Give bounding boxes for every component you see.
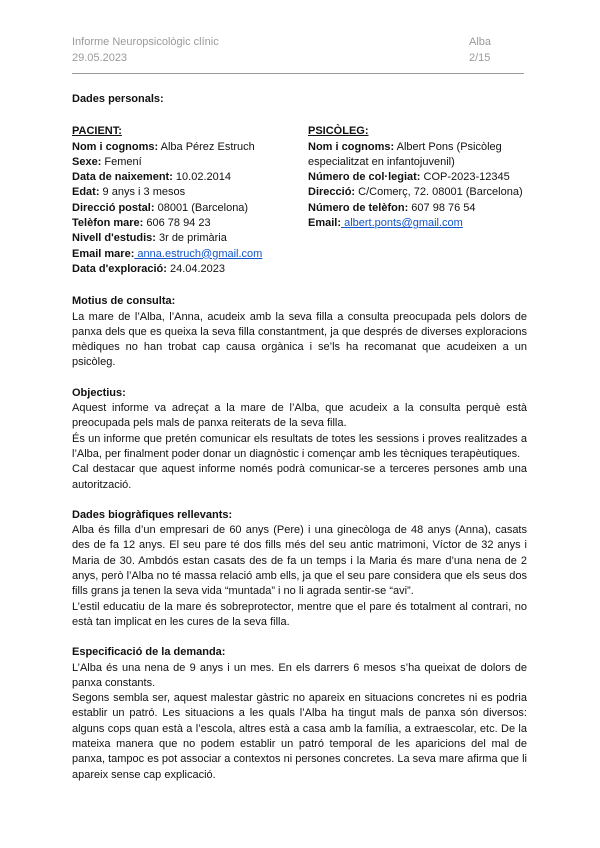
section-biographical-data bbox=[72, 508, 527, 630]
header-left bbox=[72, 34, 219, 66]
psychologist-field: Email: albert.ponts@gmail.com bbox=[308, 217, 463, 230]
section-title: Objectius: bbox=[72, 386, 126, 399]
section-paragraph: Alba és filla d’un empresari de 60 anys (Pere) i una ginecòloga de 48 anys (Anna), casats des de fa 12 anys. El seu pare té dos fills més del seu antic matrimoni, Víctor de 32 anys i Maria de 30. Ambdós estan casats des de fa un temps i la Maria és mare d’una nena de 2 anys, però l’Alba no té massa relació amb ells, ja que el seu pare considera que els seus dos fills grans ja tenen la seva vida “muntada” i no li agrada sentir-se “avi”. bbox=[72, 524, 527, 598]
patient-field: Direcció postal: 08001 (Barcelona) bbox=[72, 201, 249, 214]
psychologist-field: Número de col·legiat: COP-2023-12345 bbox=[308, 171, 510, 184]
psychologist-heading: PSICÒLEG: bbox=[308, 125, 369, 138]
patient-field: Telèfon mare: 606 78 94 23 bbox=[72, 217, 211, 230]
section-objectives bbox=[72, 386, 527, 493]
patient-field: Nom i cognoms: Alba Pérez Estruch bbox=[72, 140, 255, 153]
section-demand-specification bbox=[72, 645, 527, 783]
personal-data-heading: Dades personals: bbox=[72, 93, 164, 105]
section-paragraph: Segons sembla ser, aquest malestar gàstric no apareix en situacions concretes ni es podria establir un patró. Les situacions a les quals l’Alba ha tingut mals de panxa són diversos: alguns cops quan està a l’escola, altres està a casa amb la família, a extraescolar, etc. De la mateixa manera que no podem establir un patró temporal de les aparicions del mal de panxa, tampoc es pot associar a contextos ni persones concretes. La seva mare afirma que li apareix sense cap explicació. bbox=[72, 692, 527, 781]
psychologist-column bbox=[308, 124, 528, 231]
section-paragraph: És un informe que pretén comunicar els resultats de totes les sessions i proves realitzades a l’Alba, per finalment poder donar un diagnòstic i començar amb les tècniques terapèutiques. bbox=[72, 432, 527, 460]
page-number: 2/15 bbox=[469, 52, 491, 64]
patient-field: Data de naixement: 10.02.2014 bbox=[72, 171, 231, 184]
patient-field: Edat: 9 anys i 3 mesos bbox=[72, 186, 186, 199]
patient-heading: PACIENT: bbox=[72, 125, 122, 138]
patient-column bbox=[72, 124, 302, 277]
section-consultation-reasons bbox=[72, 294, 527, 370]
header-patient-name: Alba bbox=[469, 36, 492, 48]
header-divider bbox=[72, 73, 524, 74]
section-paragraph: L’estil educatiu de la mare és sobreprotector, mentre que el pare és totalment al contrari, no està tan implicat en les cures de la seva filla. bbox=[72, 600, 527, 628]
section-paragraph: Cal destacar que aquest informe només podrà comunicar-se a terceres persones amb una autorització. bbox=[72, 463, 527, 491]
patient-field: Nivell d'estudis: 3r de primària bbox=[72, 232, 227, 245]
mother-email-link[interactable]: anna.estruch@gmail.com bbox=[134, 247, 263, 260]
psychologist-field: Nom i cognoms: Albert Pons (Psicòleg especialitzat en infantojuvenil) bbox=[308, 140, 502, 168]
report-title: Informe Neuropsicològic clínic bbox=[72, 36, 219, 48]
report-date: 29.05.2023 bbox=[72, 52, 128, 64]
section-paragraph: La mare de l’Alba, l’Anna, acudeix amb la seva filla a consulta preocupada pels dolors de panxa dels que es queixa la seva filla constantment, ja que després de diverses exploracions mèdiques no han trobat cap causa orgànica i se’ls ha recomanat que acudeixen a un psicòleg. bbox=[72, 310, 527, 369]
section-title: Dades biogràfiques rellevants: bbox=[72, 508, 233, 521]
patient-field: Email mare: anna.estruch@gmail.com bbox=[72, 247, 263, 260]
section-title: Especificació de la demanda: bbox=[72, 646, 226, 659]
psychologist-field: Número de telèfon: 607 98 76 54 bbox=[308, 201, 476, 214]
section-paragraph: L’Alba és una nena de 9 anys i un mes. En els darrers 6 mesos s’ha queixat de dolors de panxa constants. bbox=[72, 661, 527, 689]
section-title: Motius de consulta: bbox=[72, 295, 176, 308]
patient-field: Data d'exploració: 24.04.2023 bbox=[72, 262, 226, 275]
psychologist-field: Direcció: C/Comerç, 72. 08001 (Barcelona) bbox=[308, 186, 523, 199]
header-right bbox=[469, 34, 491, 66]
patient-field: Sexe: Femení bbox=[72, 155, 142, 168]
section-paragraph: Aquest informe va adreçat a la mare de l’Alba, que acudeix a la consulta perquè està preocupada pels mals de panxa reiterats de la seva filla. bbox=[72, 402, 527, 430]
personal-data-columns bbox=[72, 124, 527, 274]
report-body bbox=[72, 92, 527, 783]
psychologist-email-link[interactable]: albert.ponts@gmail.com bbox=[341, 217, 463, 230]
